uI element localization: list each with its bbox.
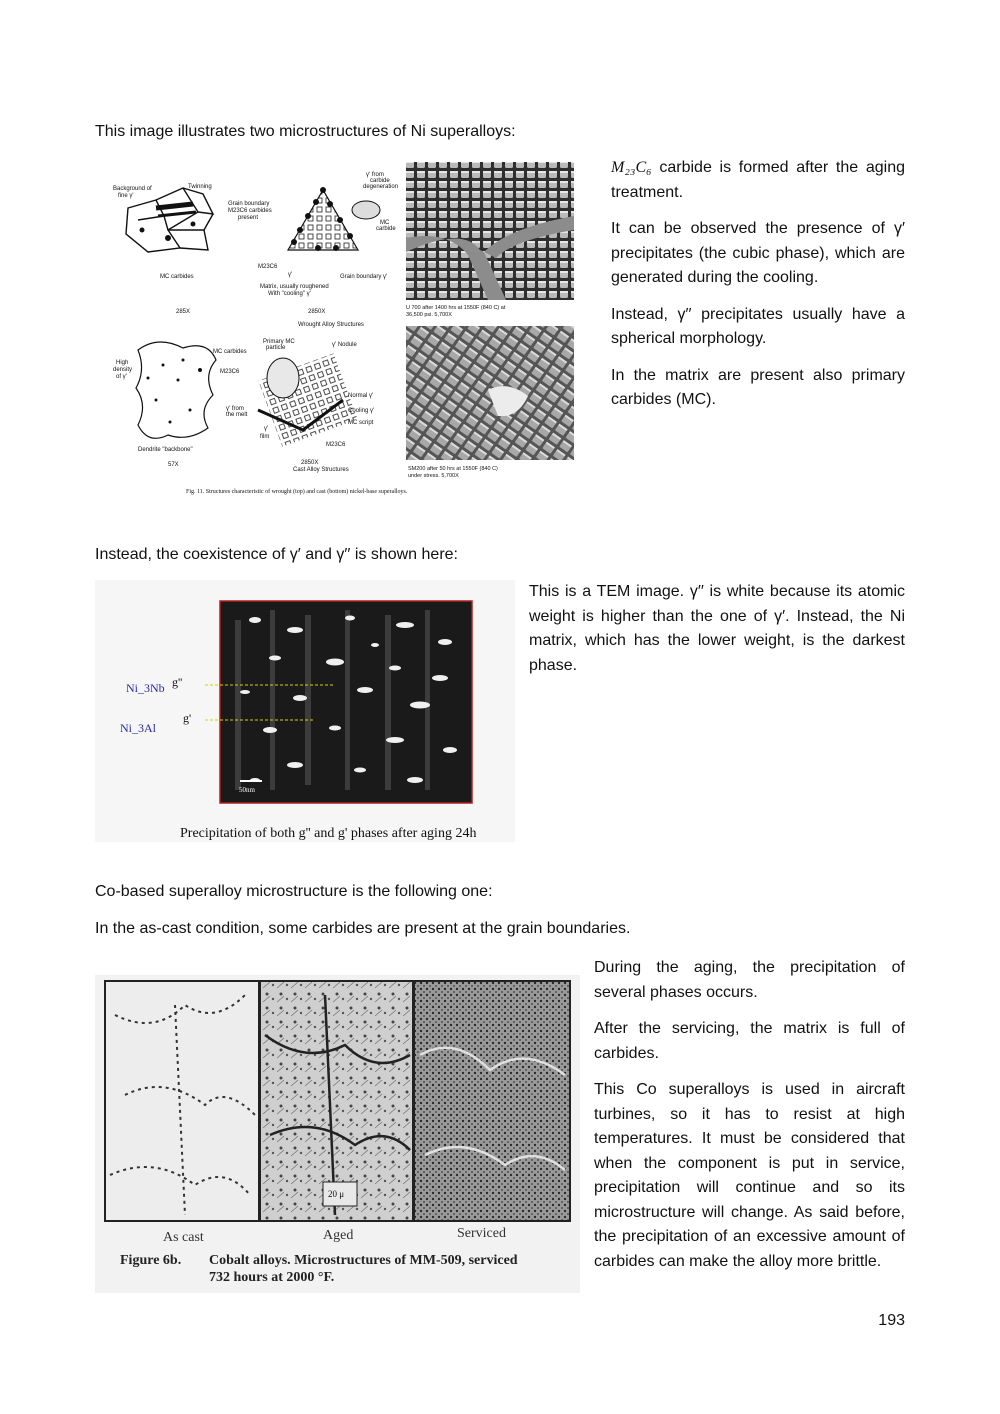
mc-carbide-particle xyxy=(352,201,380,219)
figure-6b-label: Figure 6b. xyxy=(120,1253,182,1268)
side-p3: Instead, γ′′ precipitates usually have a spherical morphology. xyxy=(611,305,905,347)
co-side-p2: After the servicing, the matrix is full of carbides. xyxy=(594,1020,905,1062)
grain-boundary-sketch xyxy=(126,188,213,252)
label-cooling-gamma: Cooling γ' xyxy=(348,408,375,414)
label-particle: particle xyxy=(266,345,286,351)
label-mc-script: MC script xyxy=(348,420,374,426)
label-dendrite: Dendrite "backbone" xyxy=(138,447,193,453)
section2-intro: Instead, the coexistence of γ′ and γ′′ is shown here: xyxy=(95,546,458,563)
figure-6b-caption-2: 732 hours at 2000 °F. xyxy=(209,1270,335,1285)
label-carbide: carbide xyxy=(370,178,390,184)
micro2-caption-2: under stress. 5,700X xyxy=(408,473,459,479)
tem-image xyxy=(95,580,515,842)
mc-carbide-mark xyxy=(165,235,171,241)
label-as-cast: As cast xyxy=(163,1230,204,1245)
label-matrix-2: With "cooling" γ' xyxy=(268,291,311,297)
page-number: 193 xyxy=(878,1312,905,1329)
label-present: present xyxy=(238,215,259,221)
label-the-melt: the melt xyxy=(226,412,248,418)
side-p1: M₂₃C₆ carbide is formed after the aging treatment. xyxy=(611,159,905,201)
label-primary-mc: Primary MC xyxy=(263,339,295,345)
twin-band xyxy=(156,204,193,208)
tem-scale-label: 50nm xyxy=(239,786,255,794)
label-m23c6-c: M23C6 xyxy=(326,442,346,448)
label-mag-2850x: 2850X xyxy=(308,309,326,315)
label-m23c6: M23C6 xyxy=(258,264,278,270)
label-serviced: Serviced xyxy=(457,1226,506,1241)
ni-superalloy-schematic xyxy=(108,160,578,500)
label-mag-285x: 285X xyxy=(176,309,191,315)
label-gamma-from: γ' from xyxy=(366,172,384,178)
section3-side-text xyxy=(594,956,905,1274)
label-normal-gamma: Normal γ' xyxy=(348,393,374,399)
label-film: film xyxy=(260,434,270,440)
label-mc-carbides-b: MC carbides xyxy=(213,349,247,355)
scale-label: 20 μ xyxy=(328,1189,345,1199)
figure-6b-caption-1: Cobalt alloys. Microstructures of MM-509, serviced xyxy=(209,1253,518,1268)
label-grain-boundary: Grain boundary xyxy=(228,201,270,207)
label-wrought: Wrought Alloy Structures xyxy=(298,322,364,328)
label-grain-boundary-gamma: Grain boundary γ' xyxy=(340,274,388,280)
label-fine-gamma: fine γ' xyxy=(118,193,134,199)
label-ni3al: Ni_3Al xyxy=(120,721,156,735)
label-high: High xyxy=(116,360,129,366)
mc-carbide-mark xyxy=(191,222,196,227)
label-of-gamma: of γ' xyxy=(116,374,127,380)
label-gamma-from-b: γ' from xyxy=(226,406,244,412)
label-mc-carbide: carbide xyxy=(376,226,396,232)
section1-intro: This image illustrates two microstructures of Ni superalloys: xyxy=(95,123,516,140)
tem-figure xyxy=(95,580,515,842)
mc-carbide-mark xyxy=(140,228,145,233)
ni-superalloy-figure xyxy=(108,160,578,500)
primary-mc-particle xyxy=(267,358,299,398)
tem-caption: Precipitation of both g'' and g' phases after aging 24h xyxy=(180,826,477,841)
section3-line2: In the as-cast condition, some carbides are present at the grain boundaries. xyxy=(95,920,631,937)
section3-intro: Co-based superalloy microstructure is the following one: xyxy=(95,883,493,900)
label-degeneration: degeneration xyxy=(363,184,399,190)
side-p2: It can be observed the presence of γ′ precipitates (the cubic phase), which are generated during the cooling. xyxy=(611,220,905,286)
label-mag-2850x-b: 2850X xyxy=(301,460,319,466)
label-aged: Aged xyxy=(323,1228,354,1243)
co-side-p1: During the aging, the precipitation of several phases occurs. xyxy=(594,959,905,1001)
label-twinning: Twinning xyxy=(188,184,212,190)
twin-band xyxy=(158,212,196,216)
label-cast: Cast Alloy Structures xyxy=(293,467,349,473)
side-p4: In the matrix are present also primary carbides (MC). xyxy=(611,366,905,408)
symbol-gamma-prime: g' xyxy=(183,711,192,725)
label-ni3nb: Ni_3Nb xyxy=(126,681,165,695)
label-mc-carbides: MC carbides xyxy=(160,274,194,280)
micro2-caption-1: SM200 after 50 hrs at 1550F (840 C) xyxy=(408,466,498,472)
label-nodule: γ' Nodule xyxy=(332,342,357,348)
cobalt-figure xyxy=(95,975,580,1293)
scale-bar xyxy=(240,780,262,782)
co-side-p3: This Co superalloys is used in aircraft turbines, so it has to resist at high temperatures. It must be considered that when the component is put in service, precipitation will continue and so its microstructure will change. As said before, the precipitation of an excessive amount of carbides can make the alloy more brittle. xyxy=(594,1081,905,1270)
dendrite-sketch xyxy=(136,342,216,438)
label-m23c6-carbides: M23C6 carbides xyxy=(228,208,272,214)
label-gamma-b: γ' xyxy=(264,426,269,432)
label-background: Background of xyxy=(113,186,152,192)
figure-11-caption: Fig. 11. Structures characteristic of wrought (top) and cast (bottom) nickel-base superalloys. xyxy=(186,489,408,495)
serviced-panel xyxy=(414,981,570,1221)
label-gamma: γ' xyxy=(288,272,293,278)
label-mc: MC xyxy=(380,220,390,226)
cobalt-micrographs xyxy=(95,975,580,1293)
label-m23c6-b: M23C6 xyxy=(220,369,240,375)
micro1-caption-1: U 700 after 1400 hrs at 1550F (840 C) at xyxy=(406,305,506,311)
symbol-gamma-double-prime: g'' xyxy=(172,675,183,689)
label-mag-57x: 57X xyxy=(168,462,179,468)
micro1-caption-2: 36,500 psi. 5,700X xyxy=(406,312,452,318)
section1-side-text xyxy=(611,156,905,413)
label-matrix-1: Matrix, usually roughened xyxy=(260,284,329,290)
section2-side-text: This is a TEM image. γ′′ is white because its atomic weight is higher than the one of γ′. Instead, the Ni matrix, which has the lower weight, is the darkest phase. xyxy=(529,583,905,674)
label-density: density xyxy=(113,367,133,373)
gamma-prime-schematic xyxy=(288,190,358,250)
